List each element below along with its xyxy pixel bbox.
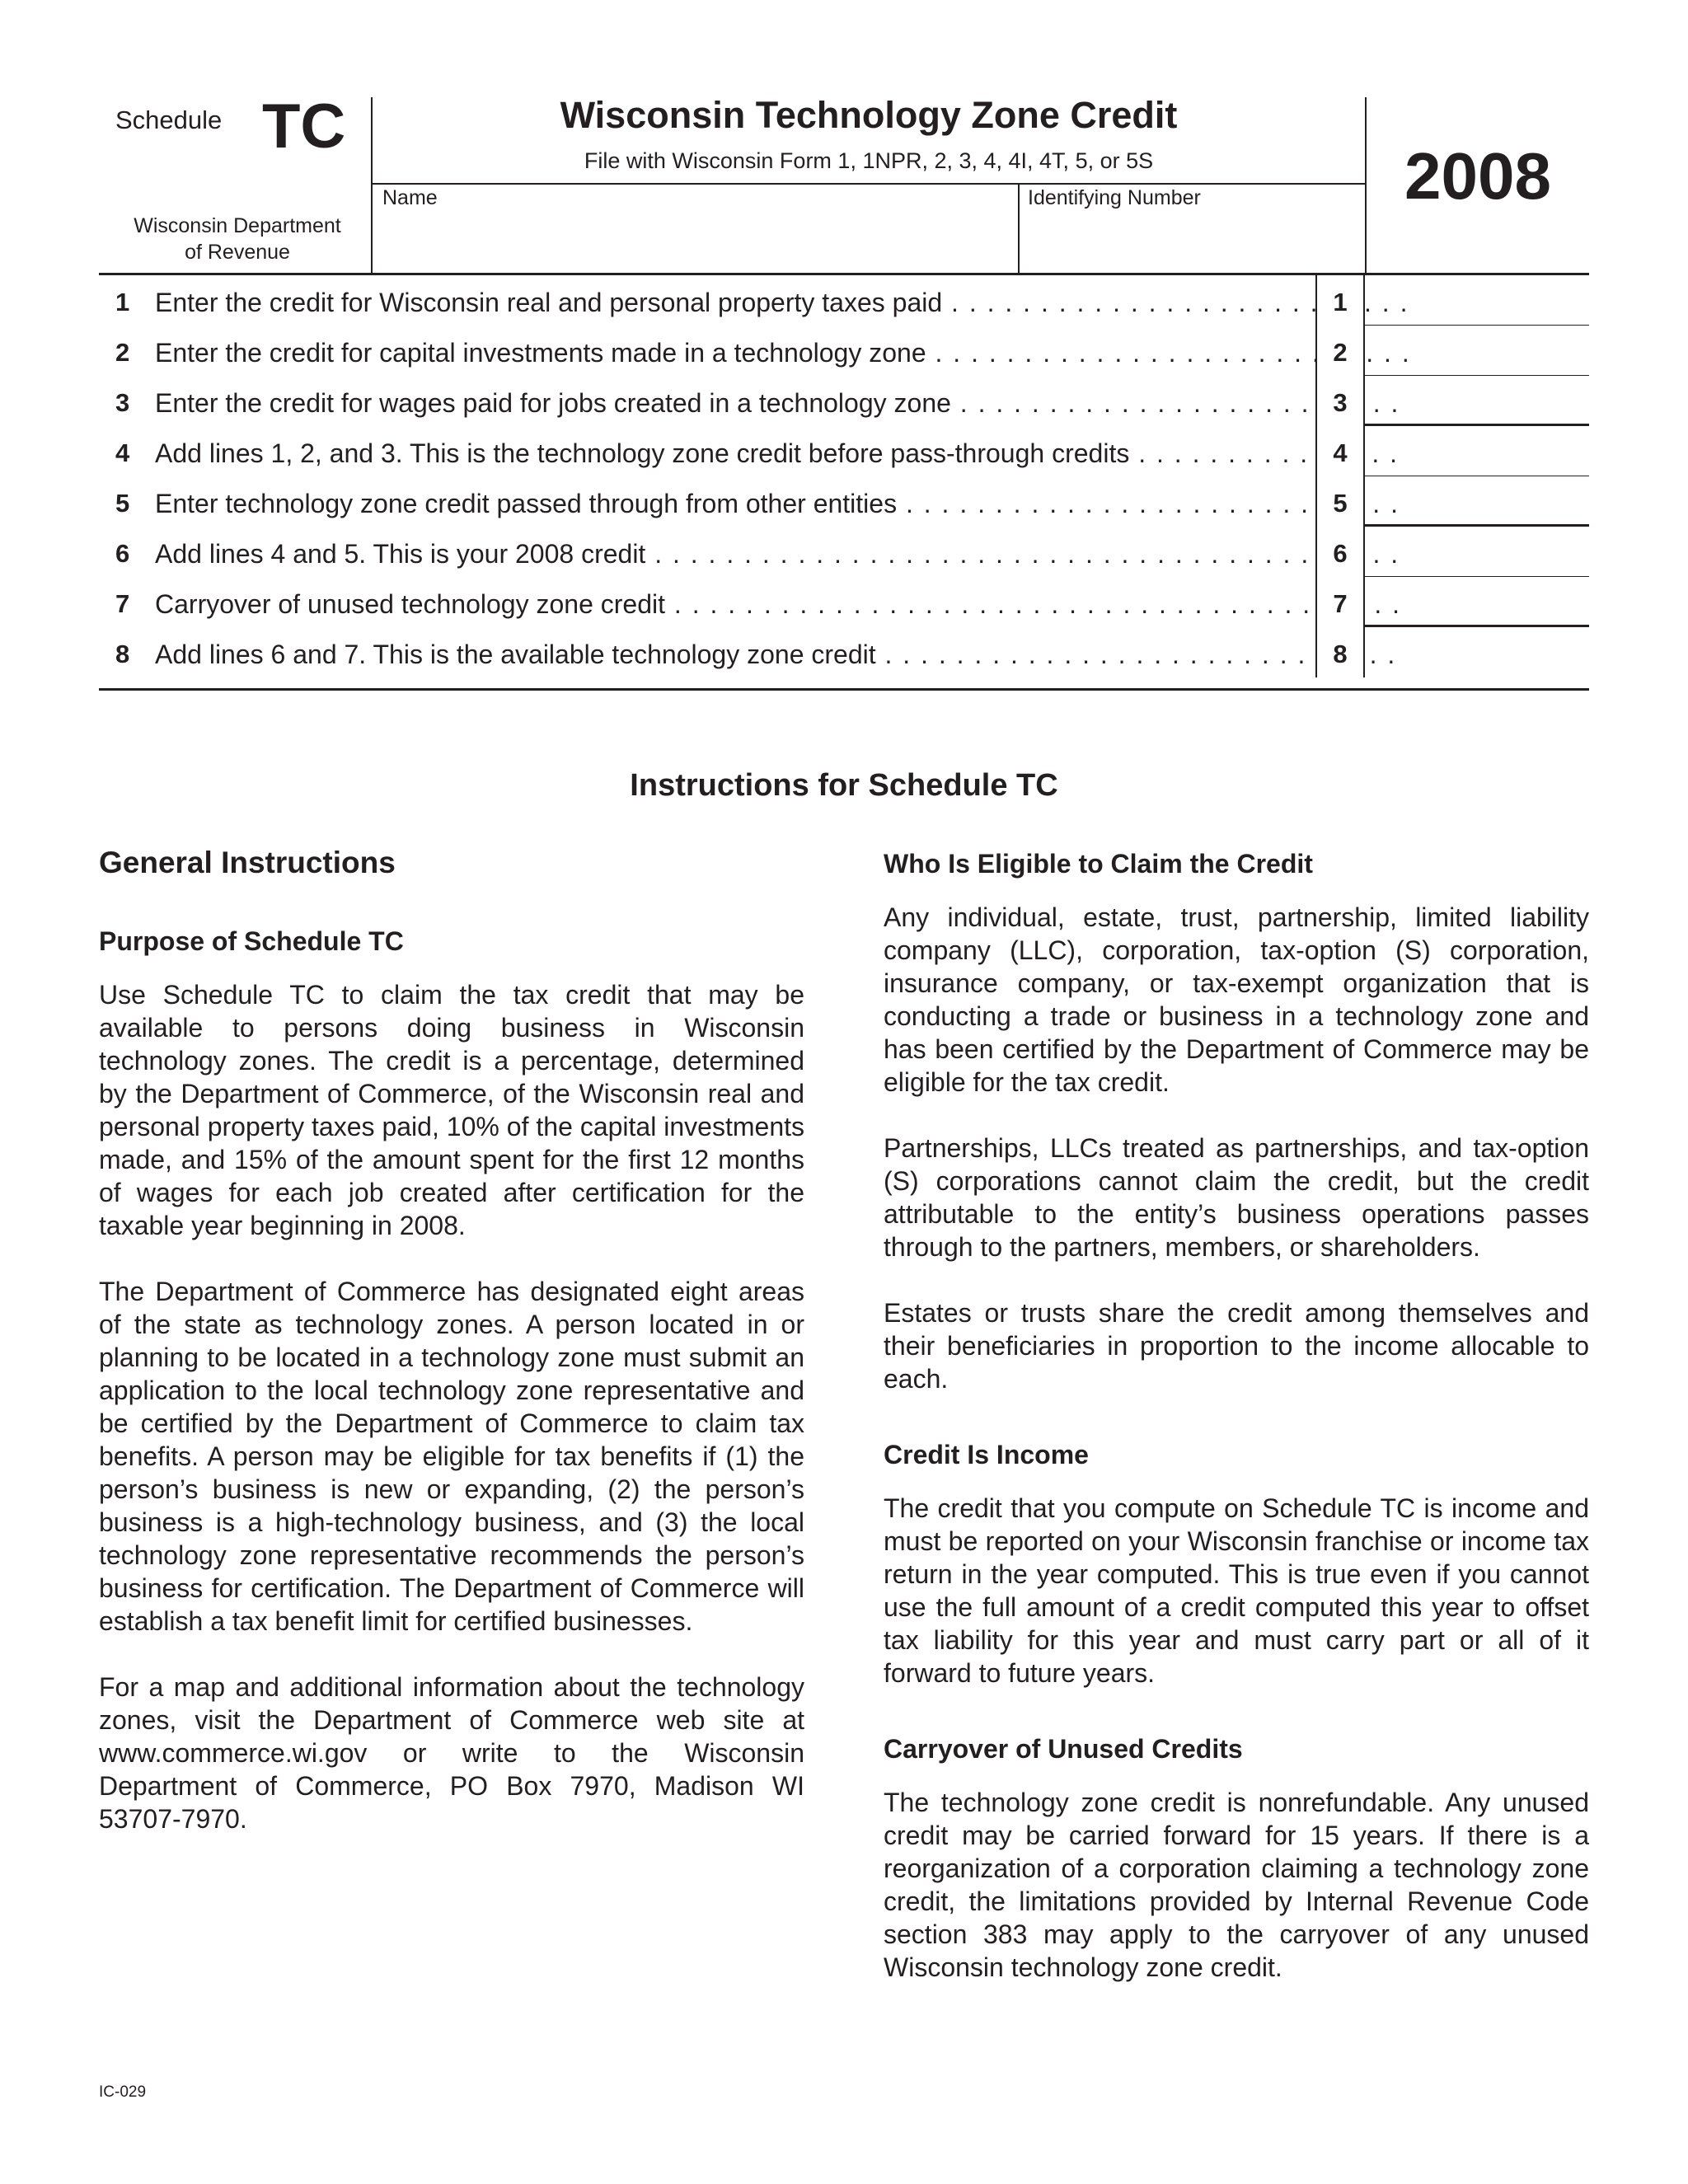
line-box-number: 4 — [1315, 426, 1365, 476]
line-number: 3 — [115, 388, 130, 417]
divider — [1018, 185, 1020, 274]
line-box-number: 3 — [1315, 376, 1365, 426]
line-amount-field[interactable] — [1365, 476, 1589, 527]
line-box-number: 6 — [1315, 527, 1365, 577]
department-line-2: of Revenue — [185, 241, 290, 264]
credit-income-paragraph: The credit that you compute on Schedule TC is income and must be reported on your Wisconsin franchise or income tax return in the year computed. This is true even if you cannot use the full amount of a credit computed this year to offset tax liability for this year and must carry part or all of it forward to future years. — [884, 1493, 1589, 1688]
line-number: 1 — [115, 288, 130, 316]
department-line-1: Wisconsin Department — [134, 214, 341, 237]
purpose-heading: Purpose of Schedule TC — [99, 926, 404, 956]
instructions-right-column — [884, 841, 1589, 1984]
line-description: Add lines 6 and 7. This is the available technology zone credit . . . — [155, 640, 1408, 670]
general-instructions-heading: General Instructions — [99, 846, 396, 879]
line-box-number: 8 — [1315, 627, 1365, 677]
line-number: 4 — [115, 438, 130, 467]
line-row — [99, 577, 1589, 627]
line-row — [99, 376, 1589, 426]
line-row — [99, 527, 1589, 577]
line-row — [99, 426, 1589, 476]
department-name — [99, 213, 376, 265]
line-description: Enter the credit for capital investments made in a technology zone . . . — [155, 338, 1408, 368]
eligibility-paragraph: Any individual, estate, trust, partnership, limited liability company (LLC), corporation, tax-option (S) corporation, insurance company, or tax-exempt organization that is conducting a trade or business in a technology zone and has been certified by the Department of Commerce may be eligible for the tax credit. — [884, 902, 1589, 1097]
purpose-paragraph: Use Schedule TC to claim the tax credit that may be available to persons doing business in Wisconsin technology zones. The credit is a percentage, determined by the Department of Commerce, of the Wisconsin real and personal property taxes paid, 10% of the capital investments made, and 15% of the amount spent for the first 12 months of wages for each job created after certification for the taxable year beginning in 2008. — [99, 980, 804, 1240]
instructions-title: Instructions for Schedule TC — [630, 768, 1058, 803]
line-description: Add lines 4 and 5. This is your 2008 credit . . . — [155, 539, 1408, 569]
line-row — [99, 326, 1589, 376]
eligibility-heading: Who Is Eligible to Claim the Credit — [884, 849, 1313, 879]
line-number: 7 — [115, 589, 130, 618]
line-description: Enter technology zone credit passed through from other entities . . . — [155, 489, 1408, 519]
line-number: 5 — [115, 489, 130, 518]
form-title: Wisconsin Technology Zone Credit — [560, 94, 1178, 136]
commerce-paragraph: The Department of Commerce has designated eight areas of the state as technology zones. A person located in or planning to be located in a technology zone must submit an application to the local technology zone representative and be certified by the Department of Commerce to claim tax benefits. A person may be eligible for tax benefits if (1) the person’s business is new or expanding, (2) the person’s business is a high-technology business, and (3) the local technology zone representative recommends the person’s business for certification. The Department of Commerce will establish a tax benefit limit for certified businesses. — [99, 1277, 804, 1636]
line-row — [99, 476, 1589, 527]
credit-income-heading: Credit Is Income — [884, 1440, 1089, 1469]
line-box-number: 7 — [1315, 577, 1365, 627]
form-code: IC-029 — [99, 2083, 147, 2101]
identifying-number-field[interactable] — [1021, 213, 1362, 272]
line-amount-field[interactable] — [1365, 426, 1589, 476]
line-box-number: 2 — [1315, 326, 1365, 376]
line-amount-field[interactable] — [1365, 527, 1589, 577]
line-box-number: 5 — [1315, 476, 1365, 527]
line-row — [99, 627, 1589, 677]
map-info-paragraph: For a map and additional information about the technology zones, visit the Department of Commerce web site at www.commerce.wi.gov or write to the Wisconsin Department of Commerce, PO Box 7970, Madison WI 53707-7970. — [99, 1672, 804, 1834]
form-header — [99, 91, 1589, 274]
line-description: Add lines 1, 2, and 3. This is the technology zone credit before pass-through credits . . . — [155, 438, 1408, 469]
line-row — [99, 275, 1589, 326]
carryover-heading: Carryover of Unused Credits — [884, 1734, 1243, 1764]
line-description: Carryover of unused technology zone credit . . . — [155, 589, 1408, 620]
schedule-label: Schedule — [115, 105, 223, 134]
carryover-paragraph: The technology zone credit is nonrefundable. Any unused credit may be carried forward for 15 years. If there is a reorganization of a corporation claiming a technology zone credit, the limitations provided by Internal Revenue Code section 383 may apply to the carryover of any unused Wisconsin technology zone credit. — [884, 1788, 1589, 1982]
line-description: Enter the credit for wages paid for jobs created in a technology zone . . . — [155, 388, 1408, 419]
name-field[interactable] — [374, 213, 1015, 272]
line-number: 8 — [115, 640, 130, 668]
identifying-number-label: Identifying Number — [1028, 186, 1201, 209]
line-number: 6 — [115, 539, 130, 568]
line-box-number: 1 — [1315, 275, 1365, 326]
instructions-left-column — [99, 841, 804, 1835]
divider — [99, 688, 1589, 691]
estates-trusts-paragraph: Estates or trusts share the credit among themselves and their beneficiaries in proportion to the income allocable to each. — [884, 1298, 1589, 1394]
line-amount-field[interactable] — [1365, 376, 1589, 426]
schedule-code: TC — [262, 91, 346, 162]
line-amount-field[interactable] — [1365, 275, 1589, 326]
line-amount-field[interactable] — [1365, 577, 1589, 627]
line-amount-field[interactable] — [1365, 627, 1589, 677]
pass-through-paragraph: Partnerships, LLCs treated as partnerships, and tax-option (S) corporations cannot claim the credit, but the credit attributable to the entity’s business operations passes through to the partners, members, or shareholders. — [884, 1133, 1589, 1262]
line-amount-field[interactable] — [1365, 326, 1589, 376]
name-field-label: Name — [382, 186, 438, 209]
form-subtitle: File with Wisconsin Form 1, 1NPR, 2, 3, 4, 4I, 4T, 5, or 5S — [584, 148, 1154, 173]
line-number: 2 — [115, 338, 130, 367]
divider — [373, 183, 1365, 185]
line-description: Enter the credit for Wisconsin real and personal property taxes paid . . . — [155, 288, 1408, 318]
tax-year: 2008 — [1404, 139, 1551, 213]
